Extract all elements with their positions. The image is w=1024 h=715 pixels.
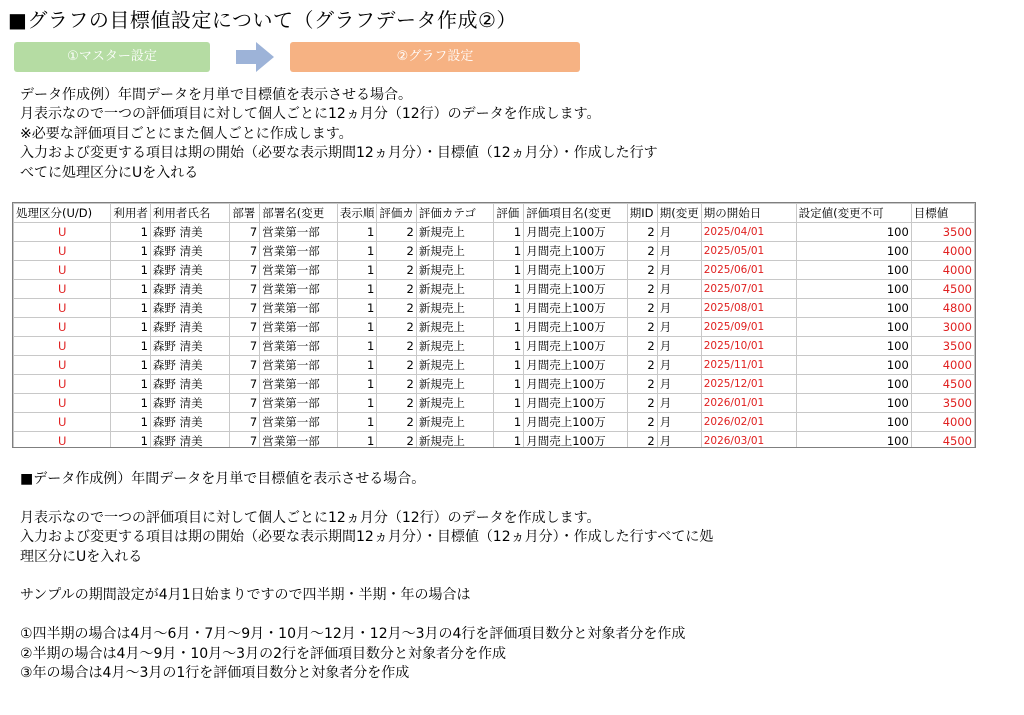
table-cell[interactable]: 2025/07/01 xyxy=(701,280,796,299)
table-cell[interactable]: 営業第一部 xyxy=(260,356,338,375)
table-cell[interactable]: 7 xyxy=(230,375,260,394)
table-cell[interactable]: 1 xyxy=(494,280,524,299)
table-cell[interactable]: 森野 清美 xyxy=(150,394,229,413)
step-graph-settings: ②グラフ設定 xyxy=(290,42,580,72)
table-cell[interactable]: 月 xyxy=(657,280,701,299)
table-cell[interactable]: U xyxy=(14,394,111,413)
page-title: ■グラフの目標値設定について（グラフデータ作成②） xyxy=(8,8,517,32)
table-cell[interactable]: 7 xyxy=(230,413,260,432)
table-row xyxy=(14,432,975,449)
table-cell[interactable]: 月 xyxy=(657,356,701,375)
table-cell[interactable]: 森野 清美 xyxy=(150,299,229,318)
table-cell[interactable]: 月 xyxy=(657,261,701,280)
section-line: ②半期の場合は4月～9月・10月～3月の2行を評価項目数分と対象者分を作成 xyxy=(20,645,506,662)
intro-line: データ作成例）年間データを月単で目標値を表示させる場合。 xyxy=(20,87,412,103)
table-cell[interactable]: 森野 清美 xyxy=(150,432,229,449)
intro-line: ※必要な評価項目ごとにまた個人ごとに作成します。 xyxy=(20,125,353,142)
table-cell[interactable]: 森野 清美 xyxy=(150,318,229,337)
table-cell[interactable]: 2025/11/01 xyxy=(701,356,796,375)
table-cell[interactable]: 2 xyxy=(377,356,417,375)
table-cell[interactable]: 新規売上 xyxy=(416,261,493,280)
table-cell[interactable]: 新規売上 xyxy=(416,432,493,449)
table-cell[interactable]: 2 xyxy=(627,394,657,413)
table-cell[interactable]: 1 xyxy=(111,299,151,318)
table-cell[interactable]: 1 xyxy=(337,432,377,449)
column-header: 処理区分(U/D) xyxy=(14,204,111,223)
column-header: 利用者 xyxy=(111,204,151,223)
table-cell[interactable]: 1 xyxy=(111,223,151,242)
table-cell[interactable]: 1 xyxy=(494,318,524,337)
table-cell[interactable]: 2 xyxy=(377,299,417,318)
table-cell[interactable]: 2 xyxy=(377,337,417,356)
table-cell[interactable]: 1 xyxy=(111,318,151,337)
table-cell[interactable]: 1 xyxy=(494,356,524,375)
table-cell[interactable]: 7 xyxy=(230,280,260,299)
table-cell[interactable]: 3500 xyxy=(911,394,974,413)
table-cell[interactable]: 月 xyxy=(657,242,701,261)
table-cell[interactable]: 100 xyxy=(796,356,911,375)
table-cell[interactable]: 新規売上 xyxy=(416,413,493,432)
table-cell[interactable]: 営業第一部 xyxy=(260,242,338,261)
table-cell[interactable]: 4000 xyxy=(911,356,974,375)
table-cell[interactable]: 1 xyxy=(494,394,524,413)
table-cell[interactable]: 4800 xyxy=(911,299,974,318)
table-cell[interactable]: 2 xyxy=(627,242,657,261)
table-cell[interactable]: 1 xyxy=(494,261,524,280)
table-cell[interactable]: 1 xyxy=(337,242,377,261)
table-cell[interactable]: 100 xyxy=(796,375,911,394)
table-cell[interactable]: 新規売上 xyxy=(416,394,493,413)
table-cell[interactable]: 100 xyxy=(796,432,911,449)
table-cell[interactable]: 4500 xyxy=(911,432,974,449)
table-cell[interactable]: 7 xyxy=(230,432,260,449)
column-header: 評価項目名(変更 xyxy=(524,204,628,223)
table-cell[interactable]: 2 xyxy=(627,223,657,242)
table-cell[interactable]: 1 xyxy=(337,280,377,299)
table-cell[interactable]: 1 xyxy=(337,413,377,432)
table-row xyxy=(14,413,975,432)
table-cell[interactable]: U xyxy=(14,242,111,261)
table-cell[interactable]: 100 xyxy=(796,413,911,432)
table-cell[interactable]: 月 xyxy=(657,432,701,449)
table-cell[interactable]: 月 xyxy=(657,394,701,413)
table-cell[interactable]: 2 xyxy=(627,413,657,432)
table-cell[interactable]: 月 xyxy=(657,413,701,432)
table-cell[interactable]: 1 xyxy=(111,413,151,432)
section-line xyxy=(20,606,713,625)
table-cell[interactable]: 100 xyxy=(796,223,911,242)
table-cell[interactable]: 月 xyxy=(657,299,701,318)
intro-line: 月表示なので一つの評価項目に対して個人ごとに12ヵ月分（12行）のデータを作成します。 xyxy=(20,106,601,123)
section-line: 理区分にUを入れる xyxy=(20,548,143,565)
table-cell[interactable]: 新規売上 xyxy=(416,356,493,375)
table-cell[interactable]: 1 xyxy=(337,337,377,356)
table-cell[interactable]: 森野 清美 xyxy=(150,261,229,280)
table-cell[interactable]: 7 xyxy=(230,356,260,375)
table-cell[interactable]: 2 xyxy=(377,318,417,337)
table-cell[interactable]: 新規売上 xyxy=(416,299,493,318)
table-cell[interactable]: 営業第一部 xyxy=(260,318,338,337)
table-cell[interactable]: 1 xyxy=(494,299,524,318)
table-cell[interactable]: 2026/01/01 xyxy=(701,394,796,413)
spreadsheet-table xyxy=(12,202,976,448)
table-cell[interactable]: 7 xyxy=(230,261,260,280)
table-cell[interactable]: 営業第一部 xyxy=(260,413,338,432)
table-cell[interactable]: 3000 xyxy=(911,318,974,337)
table-cell[interactable]: 新規売上 xyxy=(416,318,493,337)
section-line xyxy=(20,567,713,586)
table-cell[interactable]: 2 xyxy=(377,413,417,432)
table-cell[interactable]: 1 xyxy=(494,413,524,432)
table-cell[interactable]: 営業第一部 xyxy=(260,432,338,449)
table-cell[interactable]: 2 xyxy=(377,261,417,280)
table-cell[interactable]: 営業第一部 xyxy=(260,394,338,413)
column-header: 利用者氏名 xyxy=(150,204,229,223)
table-cell[interactable]: 2026/03/01 xyxy=(701,432,796,449)
table-cell[interactable]: 100 xyxy=(796,299,911,318)
table-cell[interactable]: 月間売上100万 xyxy=(524,261,628,280)
table-cell[interactable]: 100 xyxy=(796,261,911,280)
table-cell[interactable]: 4500 xyxy=(911,375,974,394)
column-header: 表示順 xyxy=(337,204,377,223)
column-header: 部署名(変更 xyxy=(260,204,338,223)
table-cell[interactable]: U xyxy=(14,318,111,337)
table-cell[interactable]: 新規売上 xyxy=(416,223,493,242)
table-cell[interactable]: 100 xyxy=(796,394,911,413)
section-line: ③年の場合は4月～3月の1行を評価項目数分と対象者分を作成 xyxy=(20,665,410,682)
table-cell[interactable]: 7 xyxy=(230,394,260,413)
table-cell[interactable]: 1 xyxy=(337,394,377,413)
table-cell[interactable]: 月間売上100万 xyxy=(524,394,628,413)
table-cell[interactable]: 月間売上100万 xyxy=(524,432,628,449)
table-row xyxy=(14,280,975,299)
table-cell[interactable]: 1 xyxy=(337,318,377,337)
table-cell[interactable]: 月 xyxy=(657,337,701,356)
table-cell[interactable]: 1 xyxy=(111,375,151,394)
table-cell[interactable]: 1 xyxy=(494,223,524,242)
table-cell[interactable]: 月間売上100万 xyxy=(524,299,628,318)
column-header: 評価カ xyxy=(377,204,417,223)
table-cell[interactable]: 100 xyxy=(796,318,911,337)
table-cell[interactable]: 1 xyxy=(111,280,151,299)
table-cell[interactable]: 月 xyxy=(657,223,701,242)
table-cell[interactable]: 4000 xyxy=(911,261,974,280)
table-row xyxy=(14,261,975,280)
table-cell[interactable]: 7 xyxy=(230,299,260,318)
table-row xyxy=(14,356,975,375)
table-cell[interactable]: 2025/08/01 xyxy=(701,299,796,318)
table-cell[interactable]: U xyxy=(14,337,111,356)
table-cell[interactable]: 2 xyxy=(627,318,657,337)
table-cell[interactable]: U xyxy=(14,299,111,318)
table-cell[interactable]: 7 xyxy=(230,242,260,261)
table-cell[interactable]: 2025/09/01 xyxy=(701,318,796,337)
column-header: 目標値 xyxy=(911,204,974,223)
table-cell[interactable]: 100 xyxy=(796,242,911,261)
table-cell[interactable]: 2 xyxy=(377,280,417,299)
table-cell[interactable]: 営業第一部 xyxy=(260,375,338,394)
table-cell[interactable]: 森野 清美 xyxy=(150,242,229,261)
table-cell[interactable]: U xyxy=(14,356,111,375)
column-header: 評価カテゴ xyxy=(416,204,493,223)
table-cell[interactable]: 新規売上 xyxy=(416,337,493,356)
column-header: 部署 xyxy=(230,204,260,223)
table-cell[interactable]: 100 xyxy=(796,280,911,299)
table-cell[interactable]: 2 xyxy=(627,356,657,375)
table-cell[interactable]: 2 xyxy=(377,394,417,413)
table-cell[interactable]: 新規売上 xyxy=(416,375,493,394)
table-cell[interactable]: 営業第一部 xyxy=(260,280,338,299)
right-arrow-icon xyxy=(236,42,274,72)
column-header: 期の開始日 xyxy=(701,204,796,223)
table-cell[interactable]: U xyxy=(14,261,111,280)
table-cell[interactable]: 4000 xyxy=(911,242,974,261)
intro-line: べてに処理区分にUを入れる xyxy=(20,164,199,181)
table-cell[interactable]: 4000 xyxy=(911,413,974,432)
table-cell[interactable]: 1 xyxy=(494,242,524,261)
table-cell[interactable]: 森野 清美 xyxy=(150,280,229,299)
table-cell[interactable]: 1 xyxy=(111,394,151,413)
table-cell[interactable]: 2 xyxy=(627,375,657,394)
table-cell[interactable]: 1 xyxy=(494,337,524,356)
table-cell[interactable]: 2025/10/01 xyxy=(701,337,796,356)
table-cell[interactable]: 2 xyxy=(627,432,657,449)
table-cell[interactable]: 営業第一部 xyxy=(260,299,338,318)
table-cell[interactable]: 1 xyxy=(111,432,151,449)
table-row xyxy=(14,299,975,318)
table-cell[interactable]: 2 xyxy=(627,280,657,299)
right-arrow-shape xyxy=(236,42,274,72)
step-master-settings: ①マスター設定 xyxy=(14,42,210,72)
table-cell[interactable]: U xyxy=(14,413,111,432)
table-cell[interactable]: 100 xyxy=(796,337,911,356)
table-cell[interactable]: 森野 清美 xyxy=(150,223,229,242)
table-cell[interactable]: 1 xyxy=(337,375,377,394)
table-cell[interactable]: 月 xyxy=(657,318,701,337)
table-cell[interactable]: 1 xyxy=(111,261,151,280)
table-cell[interactable]: 2 xyxy=(377,375,417,394)
table-cell[interactable]: 2 xyxy=(627,261,657,280)
table-cell[interactable]: 月間売上100万 xyxy=(524,223,628,242)
table-cell[interactable]: 1 xyxy=(494,375,524,394)
table-row xyxy=(14,242,975,261)
section-line: 入力および変更する項目は期の開始（必要な表示期間12ヵ月分）・目標値（12ヵ月分）・作成した行すべてに処 xyxy=(20,529,714,546)
table-cell[interactable]: U xyxy=(14,375,111,394)
table-cell[interactable]: 2 xyxy=(627,299,657,318)
table-row xyxy=(14,223,975,242)
table-cell[interactable]: U xyxy=(14,223,111,242)
section-line xyxy=(20,489,713,508)
table-cell[interactable]: 1 xyxy=(337,299,377,318)
section-line: ①四半期の場合は4月～6月・7月～9月・10月～12月・12月～3月の4行を評価項目数分と対象者分を作成 xyxy=(20,626,686,643)
table-cell[interactable]: 1 xyxy=(111,356,151,375)
table-row xyxy=(14,337,975,356)
column-header: 設定値(変更不可 xyxy=(796,204,911,223)
table-cell[interactable]: U xyxy=(14,280,111,299)
table-cell[interactable]: 3500 xyxy=(911,223,974,242)
table-cell[interactable]: 4500 xyxy=(911,280,974,299)
table-cell[interactable]: 新規売上 xyxy=(416,242,493,261)
table-cell[interactable]: 2 xyxy=(377,223,417,242)
table-cell[interactable]: 月間売上100万 xyxy=(524,375,628,394)
table-cell[interactable]: 月間売上100万 xyxy=(524,318,628,337)
table-cell[interactable]: 2025/12/01 xyxy=(701,375,796,394)
table-header-row xyxy=(14,204,975,223)
intro-text xyxy=(20,86,658,183)
table-cell[interactable]: 営業第一部 xyxy=(260,337,338,356)
column-header: 評価 xyxy=(494,204,524,223)
table-row xyxy=(14,375,975,394)
table-cell[interactable]: 7 xyxy=(230,318,260,337)
explanation-section xyxy=(20,470,713,683)
table-cell[interactable]: 7 xyxy=(230,337,260,356)
table-cell[interactable]: 森野 清美 xyxy=(150,375,229,394)
table-cell[interactable]: 新規売上 xyxy=(416,280,493,299)
table-cell[interactable]: 1 xyxy=(494,432,524,449)
section-line: サンプルの期間設定が4月1日始まりですので四半期・半期・年の場合は xyxy=(20,587,471,604)
column-header: 期(変更 xyxy=(657,204,701,223)
table-cell[interactable]: 2025/05/01 xyxy=(701,242,796,261)
table-cell[interactable]: 営業第一部 xyxy=(260,261,338,280)
table-cell[interactable]: 2025/06/01 xyxy=(701,261,796,280)
table-cell[interactable]: 月間売上100万 xyxy=(524,413,628,432)
table-cell[interactable]: 月間売上100万 xyxy=(524,242,628,261)
table-cell[interactable]: 月間売上100万 xyxy=(524,280,628,299)
table-cell[interactable]: 1 xyxy=(337,261,377,280)
table-cell[interactable]: 月間売上100万 xyxy=(524,337,628,356)
table-cell[interactable]: 2025/04/01 xyxy=(701,223,796,242)
section-line: ■データ作成例）年間データを月単で目標値を表示させる場合。 xyxy=(20,471,426,487)
table-cell[interactable]: 1 xyxy=(337,356,377,375)
table-row xyxy=(14,394,975,413)
table-cell[interactable]: U xyxy=(14,432,111,449)
table-cell[interactable]: 1 xyxy=(337,223,377,242)
table-cell[interactable]: 森野 清美 xyxy=(150,337,229,356)
table-cell[interactable]: 森野 清美 xyxy=(150,413,229,432)
table-cell[interactable]: 1 xyxy=(111,242,151,261)
table-cell[interactable]: 2 xyxy=(627,337,657,356)
table-cell[interactable]: 3500 xyxy=(911,337,974,356)
column-header: 期ID xyxy=(627,204,657,223)
table-cell[interactable]: 月間売上100万 xyxy=(524,356,628,375)
table-cell[interactable]: 7 xyxy=(230,223,260,242)
table-cell[interactable]: 2 xyxy=(377,432,417,449)
table-cell[interactable]: 2 xyxy=(377,242,417,261)
table-cell[interactable]: 月 xyxy=(657,375,701,394)
table-row xyxy=(14,318,975,337)
table-cell[interactable]: 営業第一部 xyxy=(260,223,338,242)
intro-line: 入力および変更する項目は期の開始（必要な表示期間12ヵ月分）・目標値（12ヵ月分）・作成した行す xyxy=(20,145,658,162)
target-value-table xyxy=(13,203,975,448)
section-line: 月表示なので一つの評価項目に対して個人ごとに12ヵ月分（12行）のデータを作成します。 xyxy=(20,509,601,526)
table-cell[interactable]: 森野 清美 xyxy=(150,356,229,375)
table-cell[interactable]: 2026/02/01 xyxy=(701,413,796,432)
table-cell[interactable]: 1 xyxy=(111,337,151,356)
